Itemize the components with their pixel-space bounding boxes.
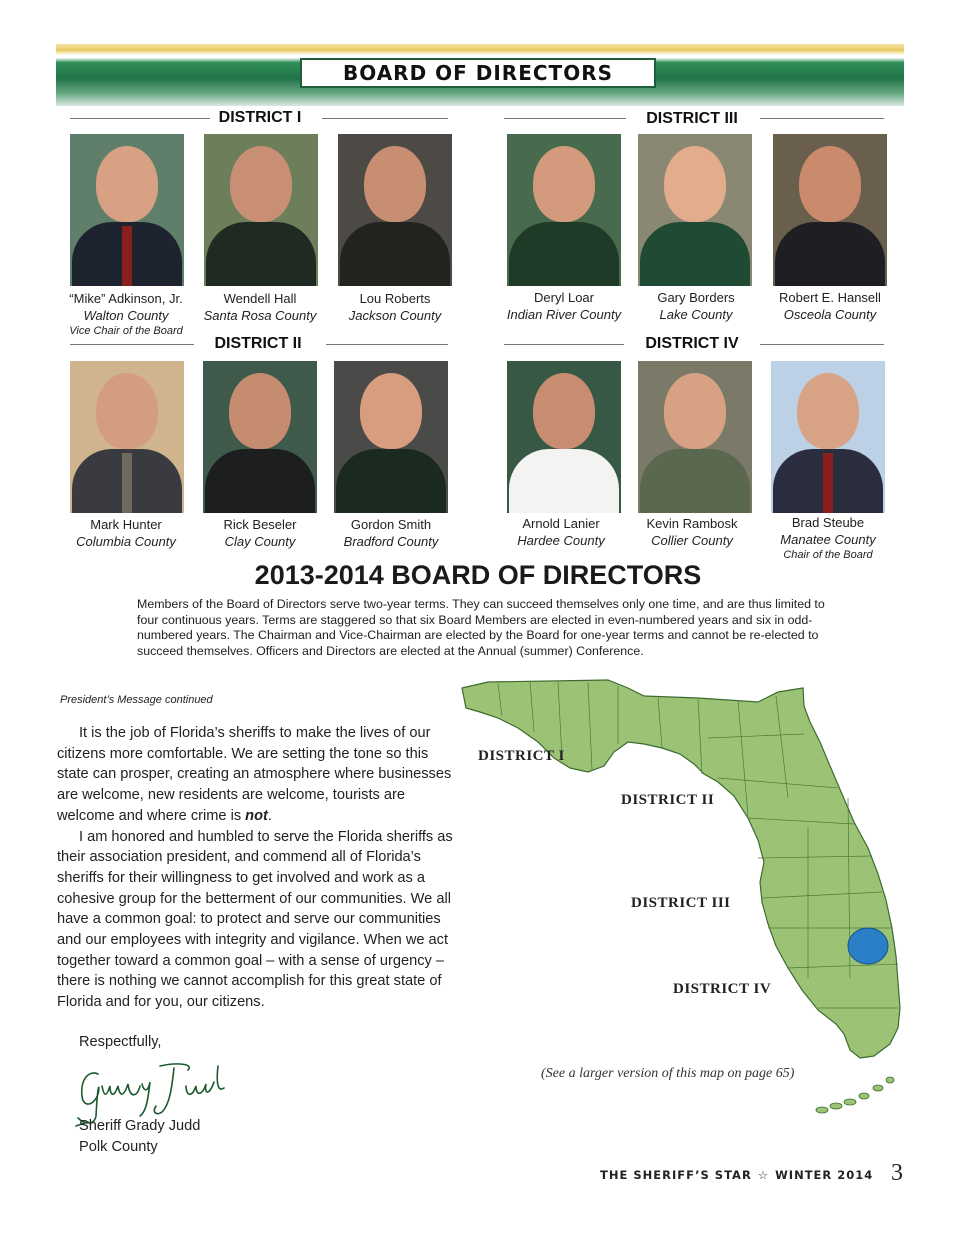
divider <box>70 118 210 119</box>
district-4-heading: DISTRICT IV <box>638 335 746 353</box>
lake-okeechobee <box>848 928 888 964</box>
star-icon: ☆ <box>757 1168 770 1182</box>
district-2-heading: DISTRICT II <box>208 335 308 353</box>
director-photo <box>507 134 621 286</box>
divider <box>326 344 448 345</box>
director-caption: Deryl Loar Indian River County <box>506 290 622 322</box>
map-label-district-2: DISTRICT II <box>621 792 715 808</box>
florida-keys <box>816 1077 894 1113</box>
director-caption: Wendell Hall Santa Rosa County <box>203 291 317 323</box>
signer: Sheriff Grady Judd Polk County <box>79 1118 201 1155</box>
director-photo <box>70 134 184 286</box>
director-caption: Kevin Rambosk Collier County <box>646 516 738 548</box>
director-photo <box>334 361 448 513</box>
map-label-district-1: DISTRICT I <box>478 748 565 764</box>
director-photo <box>771 361 885 513</box>
divider <box>504 118 626 119</box>
director-photo <box>204 134 318 286</box>
director-caption: Mark Hunter Columbia County <box>76 517 176 549</box>
district-3-heading: DISTRICT III <box>638 110 746 128</box>
divider <box>760 344 884 345</box>
director-caption: Gordon Smith Bradford County <box>343 517 439 549</box>
board-title: 2013-2014 BOARD OF DIRECTORS <box>254 560 702 590</box>
divider <box>760 118 884 119</box>
divider <box>504 344 624 345</box>
director-photo <box>70 361 184 513</box>
message-paragraph: It is the job of Florida’s sheriffs to make the lives of our citizens more comfortable. We are setting the tone so this state can prosper, creating an atmosphere where businesses are welcome, new residents are welcome, tourists are welcome and where crime is not. <box>57 725 452 824</box>
district-1-heading: DISTRICT I <box>214 109 306 127</box>
director-photo <box>507 361 621 513</box>
map-label-district-3: DISTRICT III <box>631 895 731 911</box>
director-photo <box>638 134 752 286</box>
map-label-district-4: DISTRICT IV <box>673 981 772 997</box>
director-caption: Rick Beseler Clay County <box>223 517 297 549</box>
divider <box>70 344 194 345</box>
divider <box>322 118 448 119</box>
director-photo <box>203 361 317 513</box>
director-caption: Brad Steube Manatee County Chair of the Board <box>780 515 876 561</box>
footer: THE SHERIFF’S STAR ☆ WINTER 2014 <box>600 1168 874 1182</box>
closing: Respectfully, <box>79 1034 162 1050</box>
page-title: BOARD OF DIRECTORS <box>300 58 656 88</box>
page-number: 3 <box>891 1160 903 1186</box>
director-caption: “Mike” Adkinson, Jr. Walton County Vice Chair of the Board <box>69 291 183 337</box>
terms-paragraph: Members of the Board of Directors serve two-year terms. They can succeed themselves only one time, and are thus limited to four continuous years. Terms are staggered so that six Board Members are elected in even-numbered years and six in odd-numbered years. The Chairman and Vice-Chairman are elected by the Board for one-year terms and cannot be re-elected to succeed themselves. Officers and Directors are elected at the Annual (summer) Conference. <box>137 597 825 658</box>
florida-shape <box>462 680 900 1058</box>
president-message <box>57 723 459 1013</box>
director-photo <box>338 134 452 286</box>
director-caption: Gary Borders Lake County <box>657 290 735 322</box>
director-photo <box>773 134 887 286</box>
director-caption: Lou Roberts Jackson County <box>348 291 442 323</box>
map-note: (See a larger version of this map on page 65) <box>541 1066 795 1081</box>
message-paragraph: I am honored and humbled to serve the Florida sheriffs as their association president, and commend all of Florida’s sheriffs for their willingness to get involved and work as a cohesive group for the betterment of our communities. We all have a common goal: to protect and serve our communities and our employees with integrity and vigilance. When we act together toward a common goal – with a sense of urgency – there is nothing we cannot accomplish for this great state of Florida and for you, our citizens. <box>57 828 453 1011</box>
director-caption: Arnold Lanier Hardee County <box>517 516 605 548</box>
director-photo <box>638 361 752 513</box>
director-caption: Robert E. Hansell Osceola County <box>779 290 881 322</box>
continued-label: President’s Message continued <box>60 694 213 706</box>
